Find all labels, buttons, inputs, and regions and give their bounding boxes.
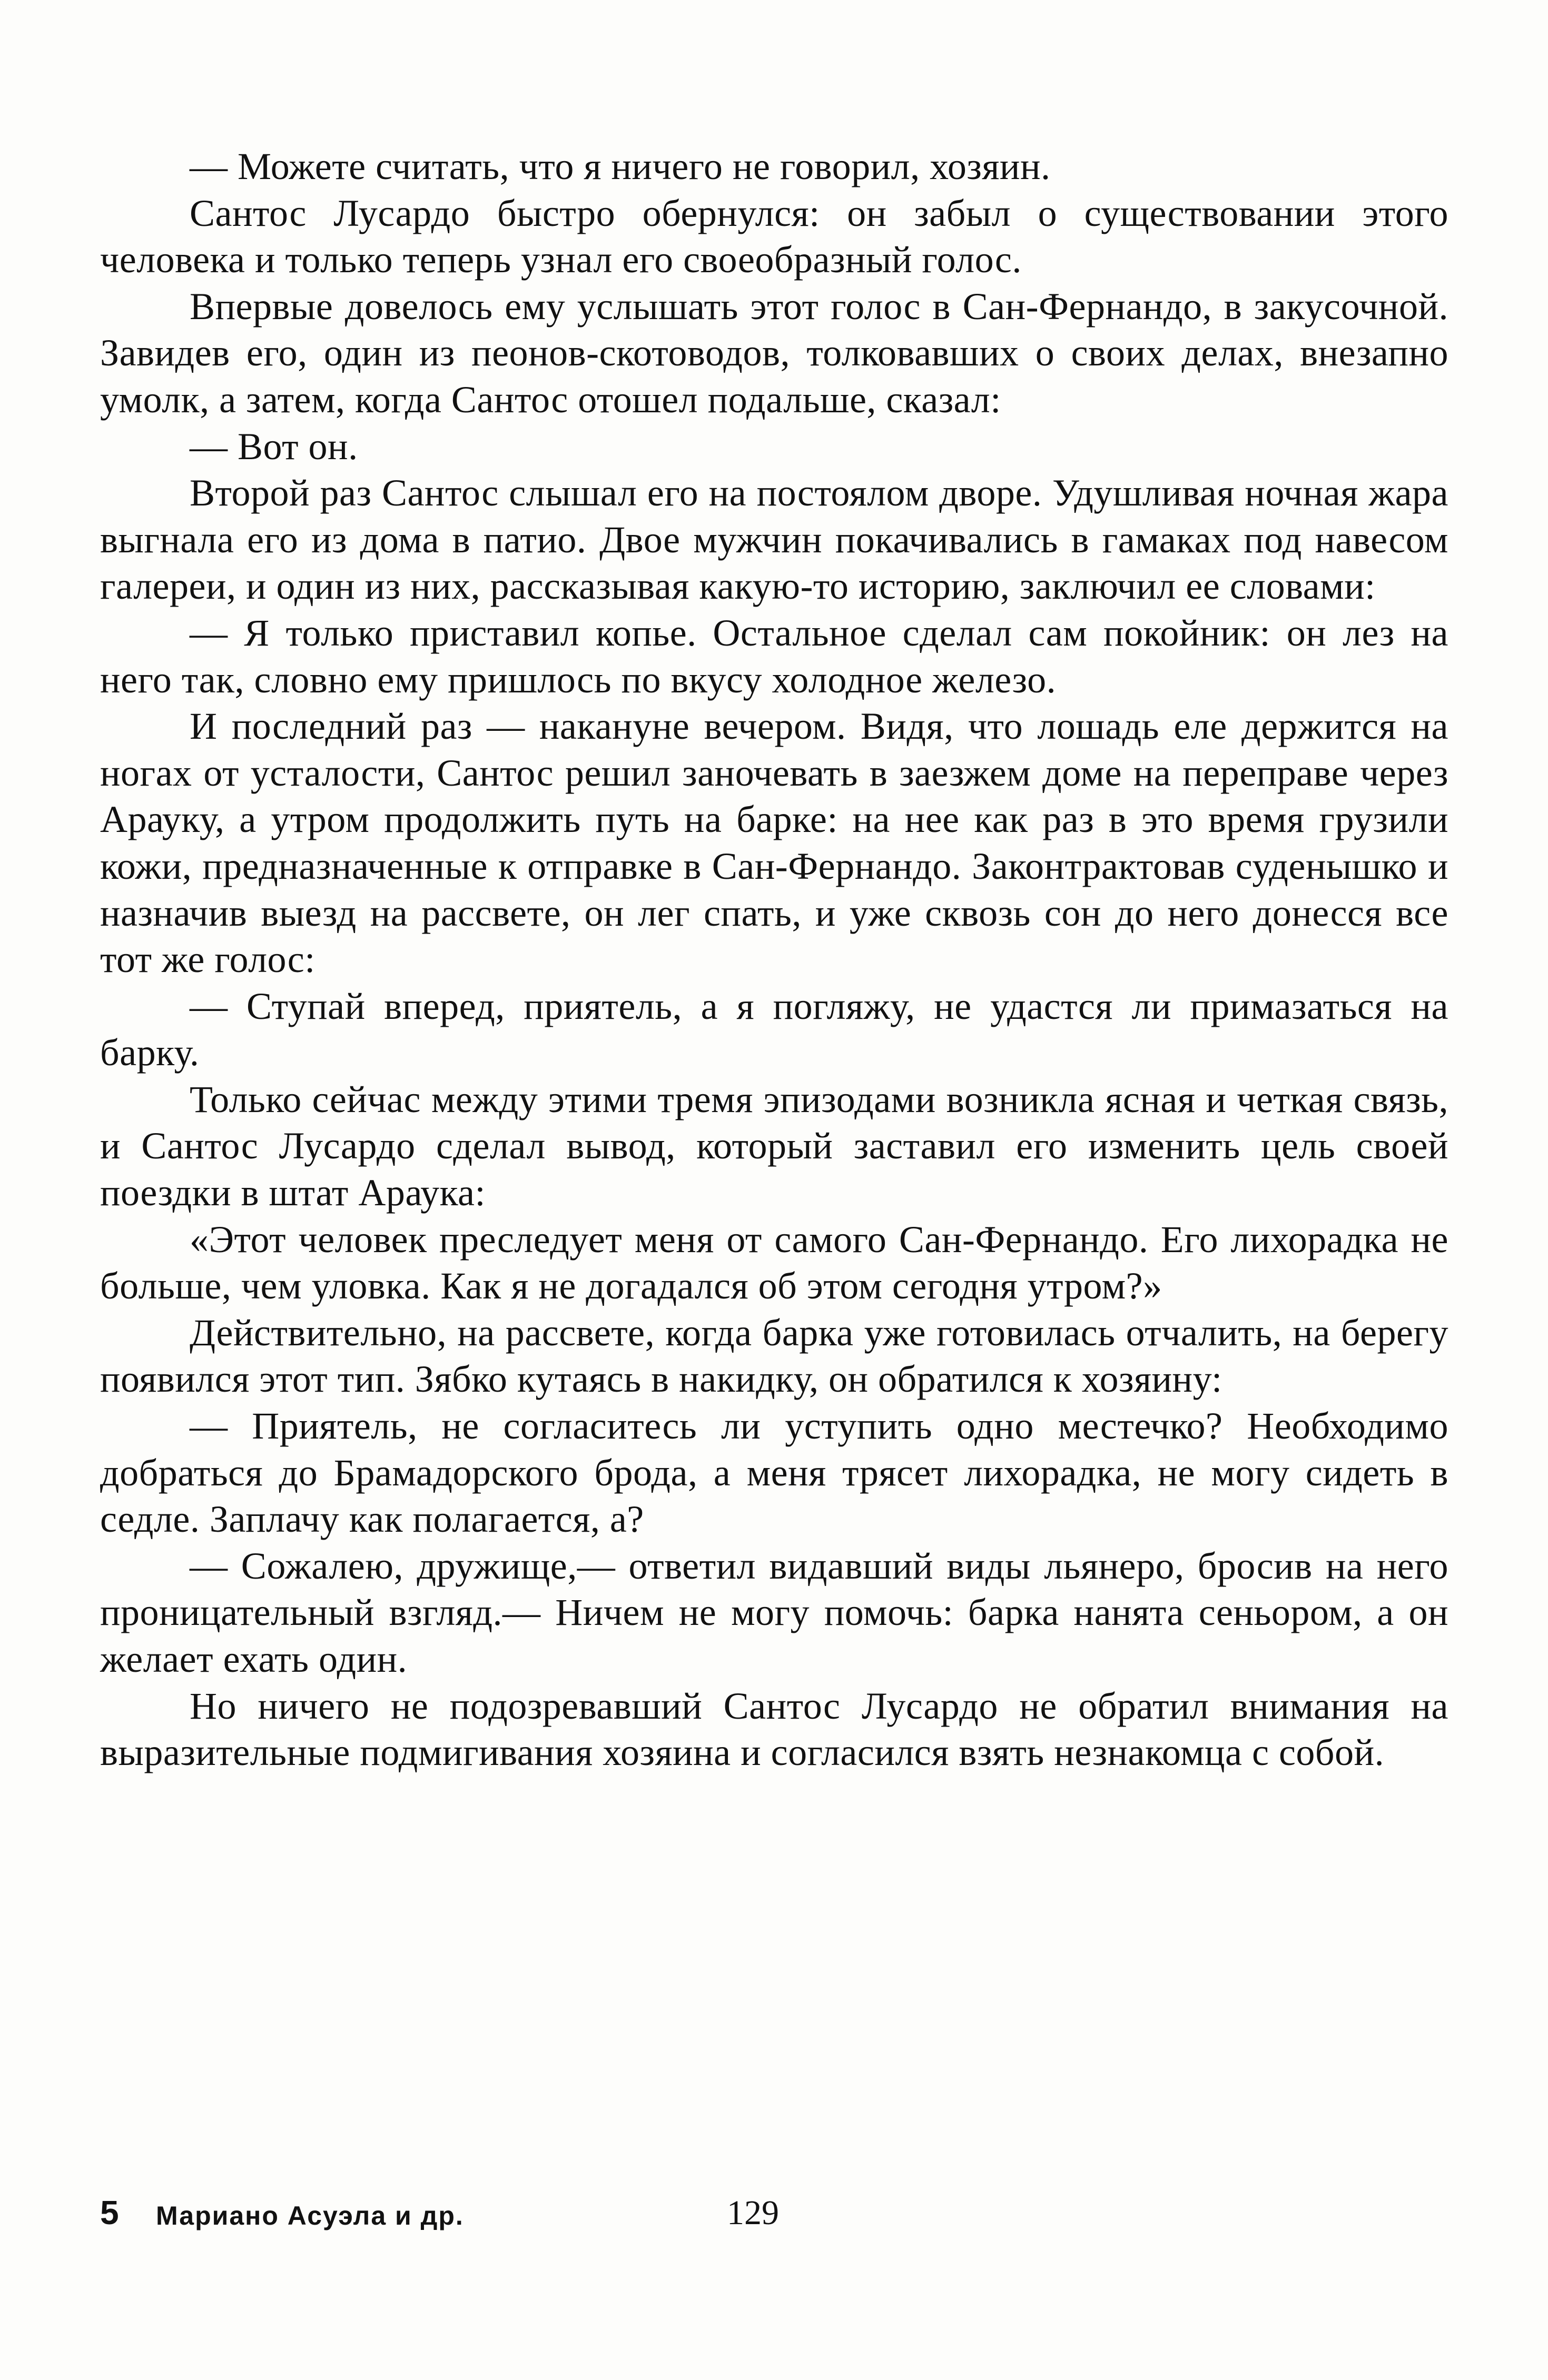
paragraph: — Ступай вперед, приятель, а я погляжу, не удастся ли примазаться на барку.: [100, 985, 1448, 1074]
signature-text: Мариано Асуэла и др.: [156, 2201, 464, 2230]
paragraph: — Вот он.: [190, 425, 358, 468]
paragraph: «Этот человек преследует меня от самого Сан-Фернандо. Его лихорадка не больше, чем уловка. Как я не догадался об этом сегодня утром?»: [100, 1218, 1448, 1307]
body-text: [100, 143, 1448, 1776]
paragraph: Сантос Лусардо быстро обернулся: он забыл о существовании этого человека и только теперь узнал его своеобразный голос.: [100, 192, 1448, 281]
paragraph: Второй раз Сантос слышал его на постоялом дворе. Удушливая ночная жара выгнала его из дома в патио. Двое мужчин покачивались в гамаках под навесом галереи, и один из них, рассказывая какую-то историю, заключил ее словами:: [100, 472, 1448, 608]
paragraph: — Сожалею, дружище,— ответил видавший виды льянеро, бросив на него проницательный взгляд.— Ничем не могу помочь: барка нанята сеньором, а он желает ехать один.: [100, 1544, 1448, 1680]
page-number: 129: [727, 2194, 779, 2232]
signature-number: 5: [100, 2194, 119, 2232]
paragraph: Но ничего не подозревавший Сантос Лусардо не обратил внимания на выразительные подмигивания хозяина и согласился взять незнакомца с собой.: [100, 1684, 1448, 1774]
page-footer: [100, 2193, 1448, 2235]
paragraph: — Приятель, не согласитесь ли уступить одно местечко? Необходимо добраться до Брамадорского брода, а меня трясет лихорадка, не могу сидеть в седле. Заплачу как полагается, а?: [100, 1405, 1448, 1541]
paragraph: — Я только приставил копье. Остальное сделал сам покойник: он лез на него так, словно ему пришлось по вкусу холодное железо.: [100, 611, 1448, 701]
paragraph: И последний раз — накануне вечером. Видя, что лошадь еле держится на ногах от усталости, Сантос решил заночевать в заезжем доме на переправе через Арауку, а утром продолжить путь на барке: на нее как раз в это время грузили кожи, предназначенные к отправке в Сан-Фернандо. Законтрактовав суденышко и назначив выезд на рассвете, он лег спать, и уже сквозь сон до него донесся все тот же голос:: [100, 705, 1448, 981]
paragraph: Действительно, на рассвете, когда барка уже готовилась отчалить, на берегу появился этот тип. Зябко кутаясь в накидку, он обратился к хозяину:: [100, 1311, 1448, 1401]
paragraph: Впервые довелось ему услышать этот голос в Сан-Фернандо, в закусочной. Завидев его, один из пеонов-скотоводов, толковавших о своих делах, внезапно умолк, а затем, когда Сантос отошел подальше, сказал:: [100, 285, 1448, 421]
paragraph: Только сейчас между этими тремя эпизодами возникла ясная и четкая связь, и Сантос Лусардо сделал вывод, который заставил его изменить цель своей поездки в штат Араука:: [100, 1078, 1448, 1214]
paragraph: — Можете считать, что я ничего не говорил, хозяин.: [190, 145, 1051, 187]
